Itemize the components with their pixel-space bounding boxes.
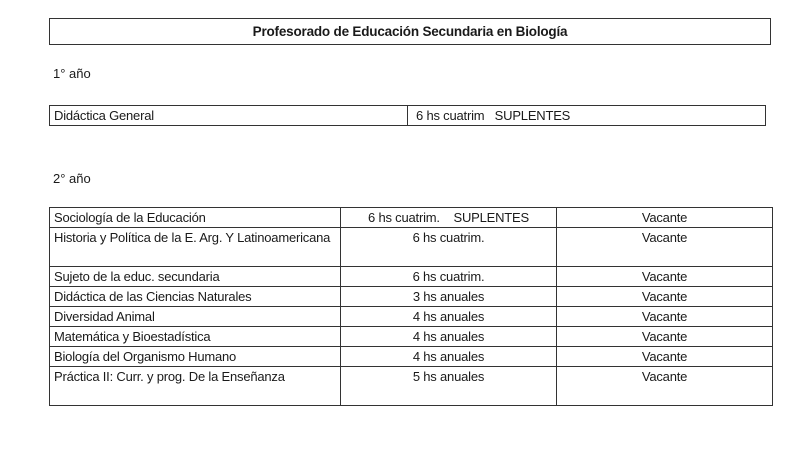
status-cell xyxy=(557,287,773,307)
hours-cell xyxy=(341,287,557,307)
subject-text: Didáctica General xyxy=(54,108,154,123)
subject-text: Biología del Organismo Humano xyxy=(54,349,237,364)
subject-text: Práctica II: Curr. y prog. De la Enseñanza xyxy=(54,369,285,384)
table-row xyxy=(50,208,773,228)
subject-cell xyxy=(50,327,341,347)
status-text: Vacante xyxy=(641,369,688,384)
hours-cell xyxy=(341,367,557,406)
status-text: Vacante xyxy=(641,269,688,284)
year1-table xyxy=(49,105,766,126)
subject-cell xyxy=(50,267,341,287)
hours-text: 4 hs anuales xyxy=(412,349,485,364)
year1-heading: 1° año xyxy=(53,66,91,81)
hours-cell xyxy=(341,228,557,267)
status-cell xyxy=(557,347,773,367)
status-text: Vacante xyxy=(641,230,688,245)
table-row xyxy=(50,307,773,327)
year2-table xyxy=(49,207,773,406)
hours-text: 6 hs cuatrim. xyxy=(412,269,485,284)
subject-text: Historia y Política de la E. Arg. Y Latinoamericana xyxy=(54,230,331,245)
hours-text: 6 hs cuatrim. xyxy=(412,230,485,245)
table-row xyxy=(50,347,773,367)
table-row xyxy=(50,327,773,347)
table-row xyxy=(50,228,773,267)
subject-cell xyxy=(50,347,341,367)
document-title xyxy=(49,18,771,45)
status-text: Vacante xyxy=(641,289,688,304)
subject-text: Didáctica de las Ciencias Naturales xyxy=(54,289,252,304)
hours-text: 4 hs anuales xyxy=(412,309,485,324)
hours-text: 6 hs cuatrim xyxy=(416,108,485,123)
note-text: SUPLENTES xyxy=(494,108,571,123)
subject-cell xyxy=(50,287,341,307)
subject-cell xyxy=(50,208,341,228)
status-text: Vacante xyxy=(641,349,688,364)
table-row xyxy=(50,106,766,126)
subject-text: Diversidad Animal xyxy=(54,309,155,324)
hours-text: 4 hs anuales xyxy=(412,329,485,344)
document-title-text: Profesorado de Educación Secundaria en Biología xyxy=(252,24,568,39)
subject-cell xyxy=(50,106,408,126)
status-cell xyxy=(557,367,773,406)
status-cell xyxy=(557,208,773,228)
subject-cell xyxy=(50,367,341,406)
subject-cell xyxy=(50,228,341,267)
status-text: Vacante xyxy=(641,329,688,344)
status-cell xyxy=(557,307,773,327)
table-row xyxy=(50,287,773,307)
hours-cell xyxy=(341,327,557,347)
subject-cell xyxy=(50,307,341,327)
status-text: Vacante xyxy=(641,309,688,324)
hours-cell xyxy=(341,347,557,367)
subject-text: Sociología de la Educación xyxy=(54,210,206,225)
hours-text: 6 hs cuatrim. xyxy=(368,210,440,225)
status-cell xyxy=(557,327,773,347)
table-row xyxy=(50,367,773,406)
status-text: Vacante xyxy=(641,210,688,225)
status-cell xyxy=(557,228,773,267)
subject-text: Sujeto de la educ. secundaria xyxy=(54,269,220,284)
hours-cell xyxy=(341,267,557,287)
status-cell xyxy=(557,267,773,287)
hours-cell xyxy=(408,106,766,126)
table-row xyxy=(50,267,773,287)
hours-cell xyxy=(341,208,557,228)
year2-heading: 2° año xyxy=(53,171,91,186)
hours-text: 5 hs anuales xyxy=(412,369,485,384)
hours-text: 3 hs anuales xyxy=(412,289,485,304)
hours-cell xyxy=(341,307,557,327)
subject-text: Matemática y Bioestadística xyxy=(54,329,211,344)
note-text: SUPLENTES xyxy=(453,210,529,225)
